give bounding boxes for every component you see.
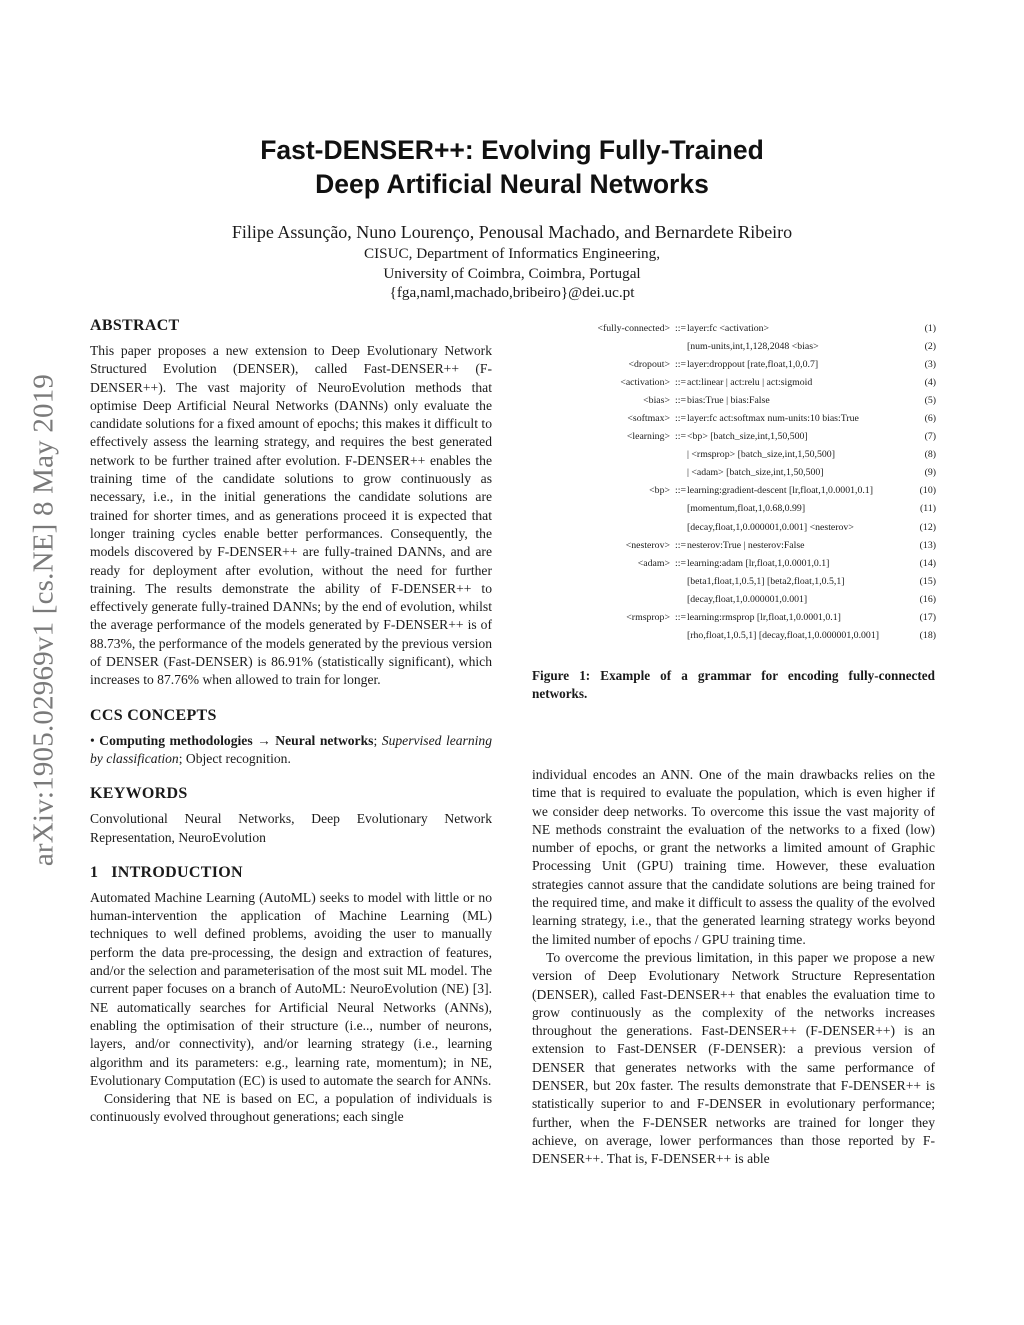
arxiv-stamp-text: arXiv:1905.02969v1 [cs.NE] 8 May 2019 <box>27 373 60 867</box>
abstract-text: This paper proposes a new extension to Deep Evolutionary Network Structured Evolution (DENSER), called Fast-DENSER++ (F-DENSER++). The vast majority of NeuroEvolution methods that optimise Deep Artificial Neural Networks (DANNs) only evaluate the candidate solutions for a fixed amount of epochs; this makes it difficult to effectively assess the learning strategy, and requires the best generated network to be further trained after evolution. F-DENSER++ enables the training time of the candidate solutions to grow continuously as necessary, i.e., in the initial generations the candidate solutions are trained for shorter times, and as generations proceed it is expected that longer training cycles enable better performances. Consequently, the models discovered by F-DENSER++ are fully-trained DANNs, and are ready for deployment after evolution, without the need for further training. The results demonstrate the ability of F-DENSER++ to effectively generate fully-trained DANNs; by the end of evolution, whilst the average performance of the models generated by F-DENSER++ is of 88.73%, the performance of the models generated by the previous version of DENSER (Fast-DENSER) is 86.91% (statistically significant), which increases to 87.76% when allowed to train for longer. <box>90 343 492 688</box>
grammar-operator: ::= <box>675 359 686 371</box>
grammar-rule-row <box>530 320 936 338</box>
grammar-production: | <adam> [batch_size,int,1,50,500] <box>687 467 824 479</box>
grammar-rule-number: (11) <box>920 503 936 515</box>
grammar-rule-number: (1) <box>924 323 936 334</box>
grammar-operator: ::= <box>675 431 686 443</box>
title-line-1: Fast-DENSER++: Evolving Fully-Trained <box>260 135 764 165</box>
grammar-rule-row <box>530 555 936 573</box>
ccs-separator: ; <box>373 732 382 748</box>
grammar-production: layer:droppout [rate,float,1,0,0.7] <box>687 359 819 371</box>
grammar-rule-number: (14) <box>919 557 936 569</box>
grammar-figure <box>530 320 936 645</box>
grammar-nonterminal: <softmax> <box>627 413 670 425</box>
grammar-production: learning:rmsprop [lr,float,1,0.0001,0.1] <box>687 611 841 623</box>
grammar-rule-row <box>530 356 936 374</box>
grammar-rule-row <box>530 591 936 609</box>
ccs-text <box>90 732 492 769</box>
keywords-text: Convolutional Neural Networks, Deep Evolutionary Network Representation, NeuroEvolution <box>90 811 492 845</box>
grammar-rule-row <box>530 392 936 410</box>
grammar-production: layer:fc act:softmax num-units:10 bias:True <box>687 413 859 425</box>
grammar-rule-number: (13) <box>919 539 936 551</box>
grammar-production: [beta1,float,1,0.5,1] [beta2,float,1,0.5,1] <box>687 575 845 587</box>
grammar-rule-row <box>530 446 936 464</box>
grammar-operator: ::= <box>675 377 686 389</box>
grammar-production: <bp> [batch_size,int,1,50,500] <box>687 431 808 443</box>
affiliation-line-2: University of Coimbra, Coimbra, Portugal <box>383 264 641 282</box>
grammar-production: [rho,float,1,0.5,1] [decay,float,1,0.000001,0.001] <box>687 629 879 641</box>
grammar-nonterminal: <bias> <box>643 395 670 407</box>
grammar-nonterminal: <nesterov> <box>625 539 670 551</box>
grammar-rule-row <box>530 573 936 591</box>
affiliation <box>0 244 1024 303</box>
grammar-rule-row <box>530 500 936 518</box>
right-paragraph-1: individual encodes an ANN. One of the main drawbacks relies on the time that is required to evaluate the population, which is even higher if we consider deep networks. To overcome this issue the vast majority of NE methods constraint the evaluation of the networks to a fixed (low) number of epochs, or grant the networks a limited amount of Graphic Processing Unit (GPU) training time. However, these evaluation strategies cannot assure that the candidate solutions are being trained for the required time, and make it difficult to assess the quality of the evolved learning strategy, i.e., that the generated learning strategy works beyond the limited number of epochs / GPU training time. <box>532 767 935 947</box>
grammar-rule-number: (4) <box>924 377 936 389</box>
affiliation-email: {fga,naml,machado,bribeiro}@dei.uc.pt <box>389 284 635 301</box>
introduction-paragraph-1: Automated Machine Learning (AutoML) seeks to model with little or no human-intervention the application of Machine Learning (ML) techniques to well defined problems, avoiding the user to manually perform the data pre-processing, the design and extraction of features, and/or the selection and parameterisation of the most suit ML model. The current paper focuses on a branch of AutoML: NeuroEvolution (NE) [3]. NE automatically searches for Artificial Neural Networks (ANNs), enabling the optimisation of their structure (i.e.., number of neurons, layers, and/or connectivity), and/or learning strategy (i.e., learning algorithm and its parameters: e.g., learning rate, momentum); in NE, Evolutionary Computation (EC) is used to automate the search for ANNs. <box>90 889 492 1088</box>
ccs-rest: ; Object recognition. <box>178 750 291 766</box>
grammar-operator: ::= <box>675 539 686 551</box>
grammar-operator: ::= <box>675 395 686 407</box>
title-line-2: Deep Artificial Neural Networks <box>315 169 709 199</box>
ccs-supervised-learning: Supervised learning by classification <box>90 732 493 766</box>
grammar-rule-row <box>530 482 936 500</box>
ccs-heading: CCS CONCEPTS <box>90 706 217 724</box>
arxiv-stamp <box>24 300 64 940</box>
grammar-production: nesterov:True | nesterov:False <box>687 539 805 551</box>
grammar-nonterminal: <adam> <box>637 557 670 569</box>
author-list: Filipe Assunção, Nuno Lourenço, Penousal Machado, and Bernardete Ribeiro <box>231 222 793 242</box>
figure-caption: Figure 1: Example of a grammar for encoding fully-connected networks. <box>532 668 935 701</box>
grammar-rule-number: (2) <box>924 341 936 353</box>
grammar-rule-row <box>530 537 936 555</box>
grammar-nonterminal: <fully-connected> <box>597 323 670 334</box>
grammar-rule-number: (18) <box>919 629 936 641</box>
grammar-operator: ::= <box>675 323 686 334</box>
grammar-rule-number: (9) <box>924 467 936 479</box>
grammar-rule-row <box>530 428 936 446</box>
abstract-heading: ABSTRACT <box>90 317 180 334</box>
grammar-rule-number: (10) <box>919 485 936 497</box>
grammar-rule-row <box>530 338 936 356</box>
grammar-production: learning:adam [lr,float,1,0.0001,0.1] <box>687 557 830 569</box>
grammar-rule-number: (7) <box>924 431 936 443</box>
introduction-heading: 1 INTRODUCTION <box>90 863 243 881</box>
grammar-production: [momentum,float,1,0.68,0.99] <box>687 503 806 515</box>
ccs-arrow: → <box>252 732 276 748</box>
grammar-operator: ::= <box>675 557 686 569</box>
grammar-rule-number: (15) <box>919 575 936 587</box>
ccs-bullet: • <box>90 732 100 748</box>
grammar-rule-row <box>530 374 936 392</box>
grammar-production: [decay,float,1,0.000001,0.001] <nesterov> <box>687 521 854 533</box>
right-column <box>532 766 935 1169</box>
grammar-nonterminal: <learning> <box>626 431 670 443</box>
ccs-neural-networks: Neural networks <box>275 732 374 748</box>
grammar-production: | <rmsprop> [batch_size,int,1,50,500] <box>687 449 835 461</box>
grammar-nonterminal: <activation> <box>620 377 670 389</box>
grammar-rule-row <box>530 609 936 627</box>
grammar-rule-row <box>530 410 936 428</box>
grammar-rule-number: (5) <box>924 395 936 407</box>
grammar-rule-number: (16) <box>919 593 936 605</box>
grammar-rule-number: (3) <box>924 359 936 371</box>
grammar-rule-number: (8) <box>924 449 936 461</box>
grammar-nonterminal: <bp> <box>649 485 670 497</box>
grammar-production: bias:True | bias:False <box>687 395 770 407</box>
grammar-production: [num-units,int,1,128,2048 <bias> <box>687 341 819 353</box>
grammar-production: act:linear | act:relu | act:sigmoid <box>687 377 813 389</box>
grammar-nonterminal: <dropout> <box>628 359 670 371</box>
grammar-rule-row <box>530 464 936 482</box>
grammar-production: layer:fc <activation> <box>687 323 770 334</box>
grammar-rule-number: (6) <box>924 413 936 425</box>
ccs-computing-methodologies: Computing methodologies <box>99 732 253 748</box>
grammar-operator: ::= <box>675 413 686 425</box>
grammar-operator: ::= <box>675 485 686 497</box>
introduction-paragraph-2: Considering that NE is based on EC, a population of individuals is continuously evolved throughout generations; each single <box>90 1091 492 1125</box>
grammar-nonterminal: <rmsprop> <box>626 611 670 623</box>
keywords-heading: KEYWORDS <box>90 785 188 803</box>
grammar-rule-row <box>530 519 936 537</box>
grammar-rule-row <box>530 627 936 645</box>
grammar-rule-number: (17) <box>919 611 936 623</box>
left-column <box>90 316 492 1127</box>
grammar-production: learning:gradient-descent [lr,float,1,0.0001,0.1] <box>687 485 873 497</box>
affiliation-line-1: CISUC, Department of Informatics Engineering, <box>363 245 661 262</box>
grammar-rule-number: (12) <box>919 521 936 533</box>
grammar-operator: ::= <box>675 611 686 623</box>
grammar-production: [decay,float,1,0.000001,0.001] <box>687 593 808 605</box>
paper-title <box>0 133 1024 201</box>
right-paragraph-2: To overcome the previous limitation, in this paper we propose a new version of Deep Evolutionary Network Structure Representation (DENSER), called Fast-DENSER++ that enables the evaluation time to grow continuously as the complexity of the networks increases throughout the generations. Fast-DENSER++ (F-DENSER++) is an extension to Fast-DENSER (F-DENSER): a previous version of DENSER that generates networks with the same performance of DENSER, but 20x faster. The results demonstrate that F-DENSER++ is statistically superior to and F-DENSER in evolutionary performance; further, when the F-DENSER networks are trained for longer they achieve, on average, lower performances than those reported by F-DENSER++. That is, F-DENSER++ is able <box>532 949 935 1167</box>
